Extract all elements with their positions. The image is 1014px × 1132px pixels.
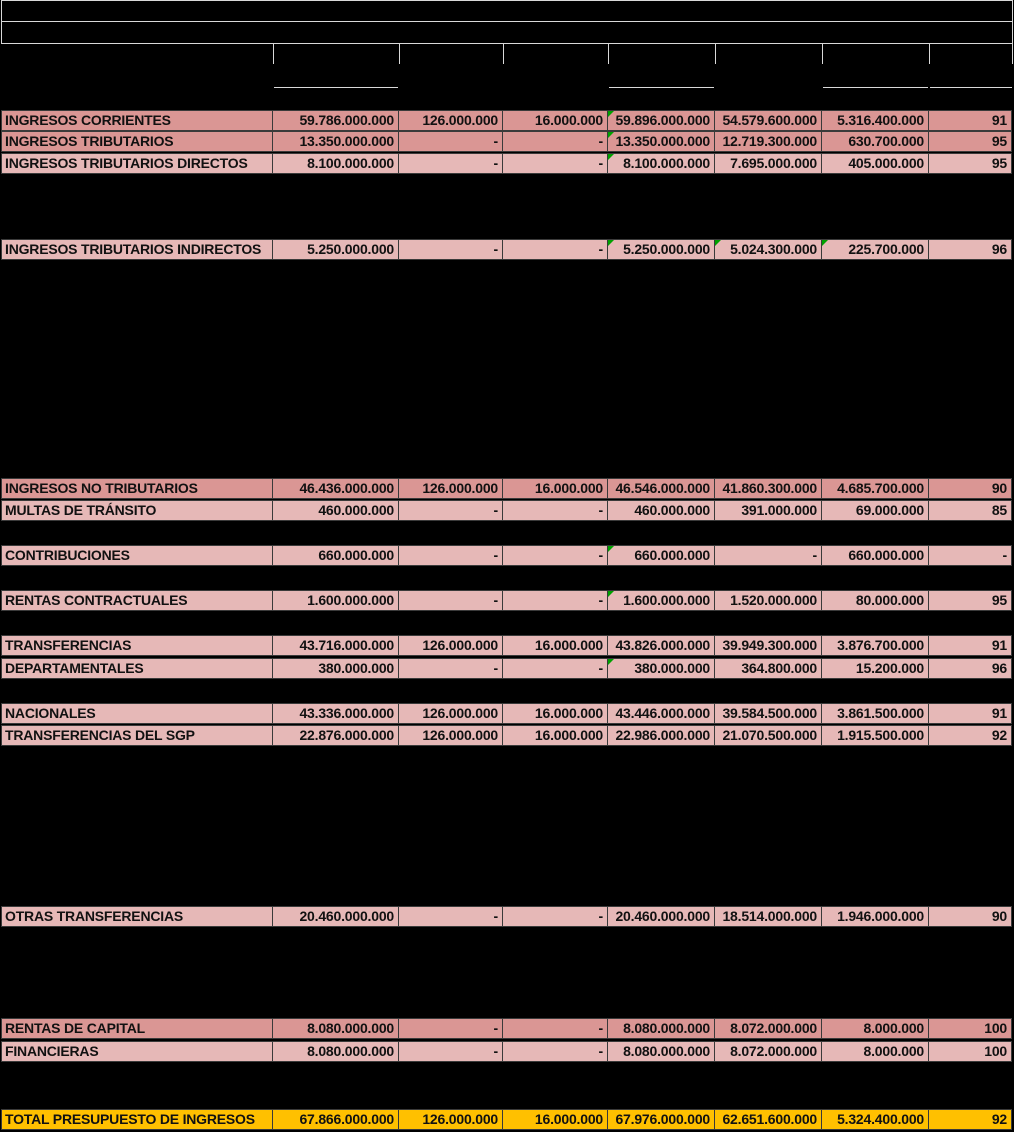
cell-value[interactable]: - [503, 131, 608, 152]
cell-value[interactable]: 1.600.000.000 [273, 590, 399, 611]
cell-value[interactable]: 8.100.000.000 [273, 153, 399, 174]
header-border-1 [1, 21, 1012, 22]
cell-value[interactable]: 1.915.500.000 [822, 725, 929, 746]
cell-value[interactable]: 13.350.000.000 [273, 131, 399, 152]
row-label[interactable]: INGRESOS CORRIENTES [1, 110, 273, 131]
cell-value[interactable]: 405.000.000 [822, 153, 929, 174]
cell-value[interactable]: - [399, 590, 503, 611]
cell-value[interactable]: 100 [929, 1041, 1012, 1062]
table-row[interactable] [1, 906, 1012, 927]
cell-value[interactable]: 3.876.700.000 [822, 635, 929, 656]
cell-value[interactable]: - [503, 906, 608, 927]
row-label[interactable]: TRANSFERENCIAS [1, 635, 273, 656]
table-row[interactable] [1, 153, 1012, 174]
table-row[interactable] [1, 635, 1012, 656]
cell-value[interactable]: 8.072.000.000 [715, 1041, 822, 1062]
cell-value[interactable]: 460.000.000 [273, 500, 399, 521]
column-separator [503, 44, 504, 64]
column-separator [608, 44, 609, 64]
header-top-border [1, 0, 1012, 1]
cell-value[interactable]: 225.700.000 [822, 239, 929, 260]
cell-value[interactable]: 59.896.000.000 [608, 110, 715, 131]
cell-value[interactable]: 126.000.000 [399, 478, 503, 499]
header-right-border [1012, 0, 1013, 44]
cell-value[interactable]: 7.695.000.000 [715, 153, 822, 174]
cell-value[interactable]: 22.876.000.000 [273, 725, 399, 746]
cell-value[interactable]: 126.000.000 [399, 703, 503, 724]
cell-value[interactable]: - [399, 1041, 503, 1062]
cell-value[interactable]: 39.949.300.000 [715, 635, 822, 656]
cell-value[interactable]: 5.324.400.000 [822, 1109, 929, 1130]
cell-value[interactable]: 92 [929, 1109, 1012, 1130]
cell-value[interactable]: 660.000.000 [822, 545, 929, 566]
cell-value[interactable]: 43.716.000.000 [273, 635, 399, 656]
cell-value[interactable]: 18.514.000.000 [715, 906, 822, 927]
cell-value[interactable]: - [399, 545, 503, 566]
cell-value[interactable]: 5.024.300.000 [715, 239, 822, 260]
cell-value[interactable]: 126.000.000 [399, 1109, 503, 1130]
cell-value[interactable]: 5.250.000.000 [608, 239, 715, 260]
cell-value[interactable]: 67.976.000.000 [608, 1109, 715, 1130]
cell-value[interactable]: 5.250.000.000 [273, 239, 399, 260]
cell-value[interactable]: 660.000.000 [608, 545, 715, 566]
cell-value[interactable]: 15.200.000 [822, 658, 929, 679]
column-separator [715, 44, 716, 64]
cell-value[interactable]: - [929, 545, 1012, 566]
cell-value[interactable]: 96 [929, 239, 1012, 260]
cell-value[interactable]: - [503, 545, 608, 566]
row-label[interactable]: INGRESOS NO TRIBUTARIOS [1, 478, 273, 499]
cell-value[interactable]: - [399, 239, 503, 260]
cell-value[interactable]: 46.436.000.000 [273, 478, 399, 499]
cell-value[interactable]: 46.546.000.000 [608, 478, 715, 499]
column-separator [929, 44, 930, 64]
cell-value[interactable]: - [399, 500, 503, 521]
cell-value[interactable]: 16.000.000 [503, 1109, 608, 1130]
cell-value[interactable]: 16.000.000 [503, 478, 608, 499]
cell-value[interactable]: 95 [929, 131, 1012, 152]
column-underline [609, 87, 714, 88]
cell-value[interactable]: 85 [929, 500, 1012, 521]
cell-value[interactable]: 92 [929, 725, 1012, 746]
cell-value[interactable]: 20.460.000.000 [273, 906, 399, 927]
cell-value[interactable]: 1.946.000.000 [822, 906, 929, 927]
cell-value[interactable]: 364.800.000 [715, 658, 822, 679]
cell-value[interactable]: - [503, 239, 608, 260]
row-label[interactable]: RENTAS DE CAPITAL [1, 1018, 273, 1039]
cell-value[interactable]: 43.446.000.000 [608, 703, 715, 724]
table-row[interactable] [1, 545, 1012, 566]
cell-value[interactable]: 5.316.400.000 [822, 110, 929, 131]
cell-value[interactable]: 91 [929, 110, 1012, 131]
cell-value[interactable]: 95 [929, 153, 1012, 174]
cell-value[interactable]: 96 [929, 658, 1012, 679]
row-label[interactable]: FINANCIERAS [1, 1041, 273, 1062]
cell-value[interactable]: 90 [929, 478, 1012, 499]
row-label[interactable]: INGRESOS TRIBUTARIOS [1, 131, 273, 152]
cell-value[interactable]: 43.336.000.000 [273, 703, 399, 724]
cell-value[interactable]: - [715, 545, 822, 566]
table-row[interactable] [1, 110, 1012, 131]
cell-value[interactable]: 90 [929, 906, 1012, 927]
table-row[interactable] [1, 1041, 1012, 1062]
cell-value[interactable]: - [503, 658, 608, 679]
column-separator [399, 44, 400, 64]
cell-value[interactable]: 8.100.000.000 [608, 153, 715, 174]
cell-value[interactable]: 16.000.000 [503, 725, 608, 746]
row-label[interactable]: MULTAS DE TRÁNSITO [1, 500, 273, 521]
cell-value[interactable]: - [399, 153, 503, 174]
total-row[interactable] [1, 1109, 1012, 1130]
cell-value[interactable]: 8.080.000.000 [273, 1018, 399, 1039]
cell-value[interactable]: 660.000.000 [273, 545, 399, 566]
cell-value[interactable]: 1.600.000.000 [608, 590, 715, 611]
table-row[interactable] [1, 131, 1012, 152]
cell-value[interactable]: 8.072.000.000 [715, 1018, 822, 1039]
cell-value[interactable]: 67.866.000.000 [273, 1109, 399, 1130]
cell-value[interactable]: 12.719.300.000 [715, 131, 822, 152]
cell-value[interactable]: 59.786.000.000 [273, 110, 399, 131]
cell-value[interactable]: 8.080.000.000 [608, 1018, 715, 1039]
header-border-2 [1, 43, 1012, 44]
cell-value[interactable]: 126.000.000 [399, 725, 503, 746]
cell-value[interactable]: 391.000.000 [715, 500, 822, 521]
cell-value[interactable]: 8.000.000 [822, 1041, 929, 1062]
cell-value[interactable]: 80.000.000 [822, 590, 929, 611]
column-separator [822, 44, 823, 64]
cell-value[interactable]: - [399, 131, 503, 152]
cell-value[interactable]: 380.000.000 [608, 658, 715, 679]
cell-value[interactable]: 380.000.000 [273, 658, 399, 679]
header-left-border [1, 0, 2, 44]
row-label[interactable]: CONTRIBUCIONES [1, 545, 273, 566]
table-row[interactable] [1, 590, 1012, 611]
table-row[interactable] [1, 658, 1012, 679]
cell-value[interactable]: - [399, 658, 503, 679]
column-underline [930, 87, 1012, 88]
cell-value[interactable]: 100 [929, 1018, 1012, 1039]
cell-value[interactable]: 21.070.500.000 [715, 725, 822, 746]
cell-value[interactable]: 1.520.000.000 [715, 590, 822, 611]
cell-value[interactable]: 22.986.000.000 [608, 725, 715, 746]
row-label[interactable]: INGRESOS TRIBUTARIOS INDIRECTOS [1, 239, 273, 260]
cell-value[interactable]: 20.460.000.000 [608, 906, 715, 927]
cell-value[interactable]: 630.700.000 [822, 131, 929, 152]
row-label[interactable]: INGRESOS TRIBUTARIOS DIRECTOS [1, 153, 273, 174]
cell-value[interactable]: 8.080.000.000 [273, 1041, 399, 1062]
cell-value[interactable]: 91 [929, 703, 1012, 724]
cell-value[interactable]: 43.826.000.000 [608, 635, 715, 656]
column-underline [274, 87, 398, 88]
table-row[interactable] [1, 703, 1012, 724]
cell-value[interactable]: 62.651.600.000 [715, 1109, 822, 1130]
cell-value[interactable]: 4.685.700.000 [822, 478, 929, 499]
cell-value[interactable]: 39.584.500.000 [715, 703, 822, 724]
cell-value[interactable]: 13.350.000.000 [608, 131, 715, 152]
cell-value[interactable]: - [503, 1018, 608, 1039]
cell-value[interactable]: - [503, 153, 608, 174]
cell-value[interactable]: 69.000.000 [822, 500, 929, 521]
row-label[interactable]: OTRAS TRANSFERENCIAS [1, 906, 273, 927]
row-label[interactable]: RENTAS CONTRACTUALES [1, 590, 273, 611]
cell-value[interactable]: 126.000.000 [399, 110, 503, 131]
column-underline [823, 87, 928, 88]
table-row[interactable] [1, 239, 1012, 260]
table-row[interactable] [1, 725, 1012, 746]
cell-value[interactable]: - [399, 1018, 503, 1039]
cell-value[interactable]: 54.579.600.000 [715, 110, 822, 131]
column-separator [1012, 44, 1013, 64]
total-label[interactable]: TOTAL PRESUPUESTO DE INGRESOS [1, 1109, 273, 1130]
row-label[interactable]: DEPARTAMENTALES [1, 658, 273, 679]
cell-value[interactable]: 16.000.000 [503, 110, 608, 131]
table-row[interactable] [1, 1018, 1012, 1039]
column-separator [273, 44, 274, 64]
cell-value[interactable]: 95 [929, 590, 1012, 611]
cell-value[interactable]: 460.000.000 [608, 500, 715, 521]
cell-value[interactable]: 126.000.000 [399, 635, 503, 656]
cell-value[interactable]: 8.000.000 [822, 1018, 929, 1039]
table-row[interactable] [1, 478, 1012, 499]
cell-value[interactable]: - [503, 500, 608, 521]
cell-value[interactable]: 3.861.500.000 [822, 703, 929, 724]
cell-value[interactable]: 41.860.300.000 [715, 478, 822, 499]
cell-value[interactable]: 8.080.000.000 [608, 1041, 715, 1062]
row-label[interactable]: TRANSFERENCIAS DEL SGP [1, 725, 273, 746]
cell-value[interactable]: - [503, 590, 608, 611]
row-label[interactable]: NACIONALES [1, 703, 273, 724]
cell-value[interactable]: - [503, 1041, 608, 1062]
cell-value[interactable]: - [399, 906, 503, 927]
cell-value[interactable]: 91 [929, 635, 1012, 656]
table-row[interactable] [1, 500, 1012, 521]
cell-value[interactable]: 16.000.000 [503, 635, 608, 656]
cell-value[interactable]: 16.000.000 [503, 703, 608, 724]
